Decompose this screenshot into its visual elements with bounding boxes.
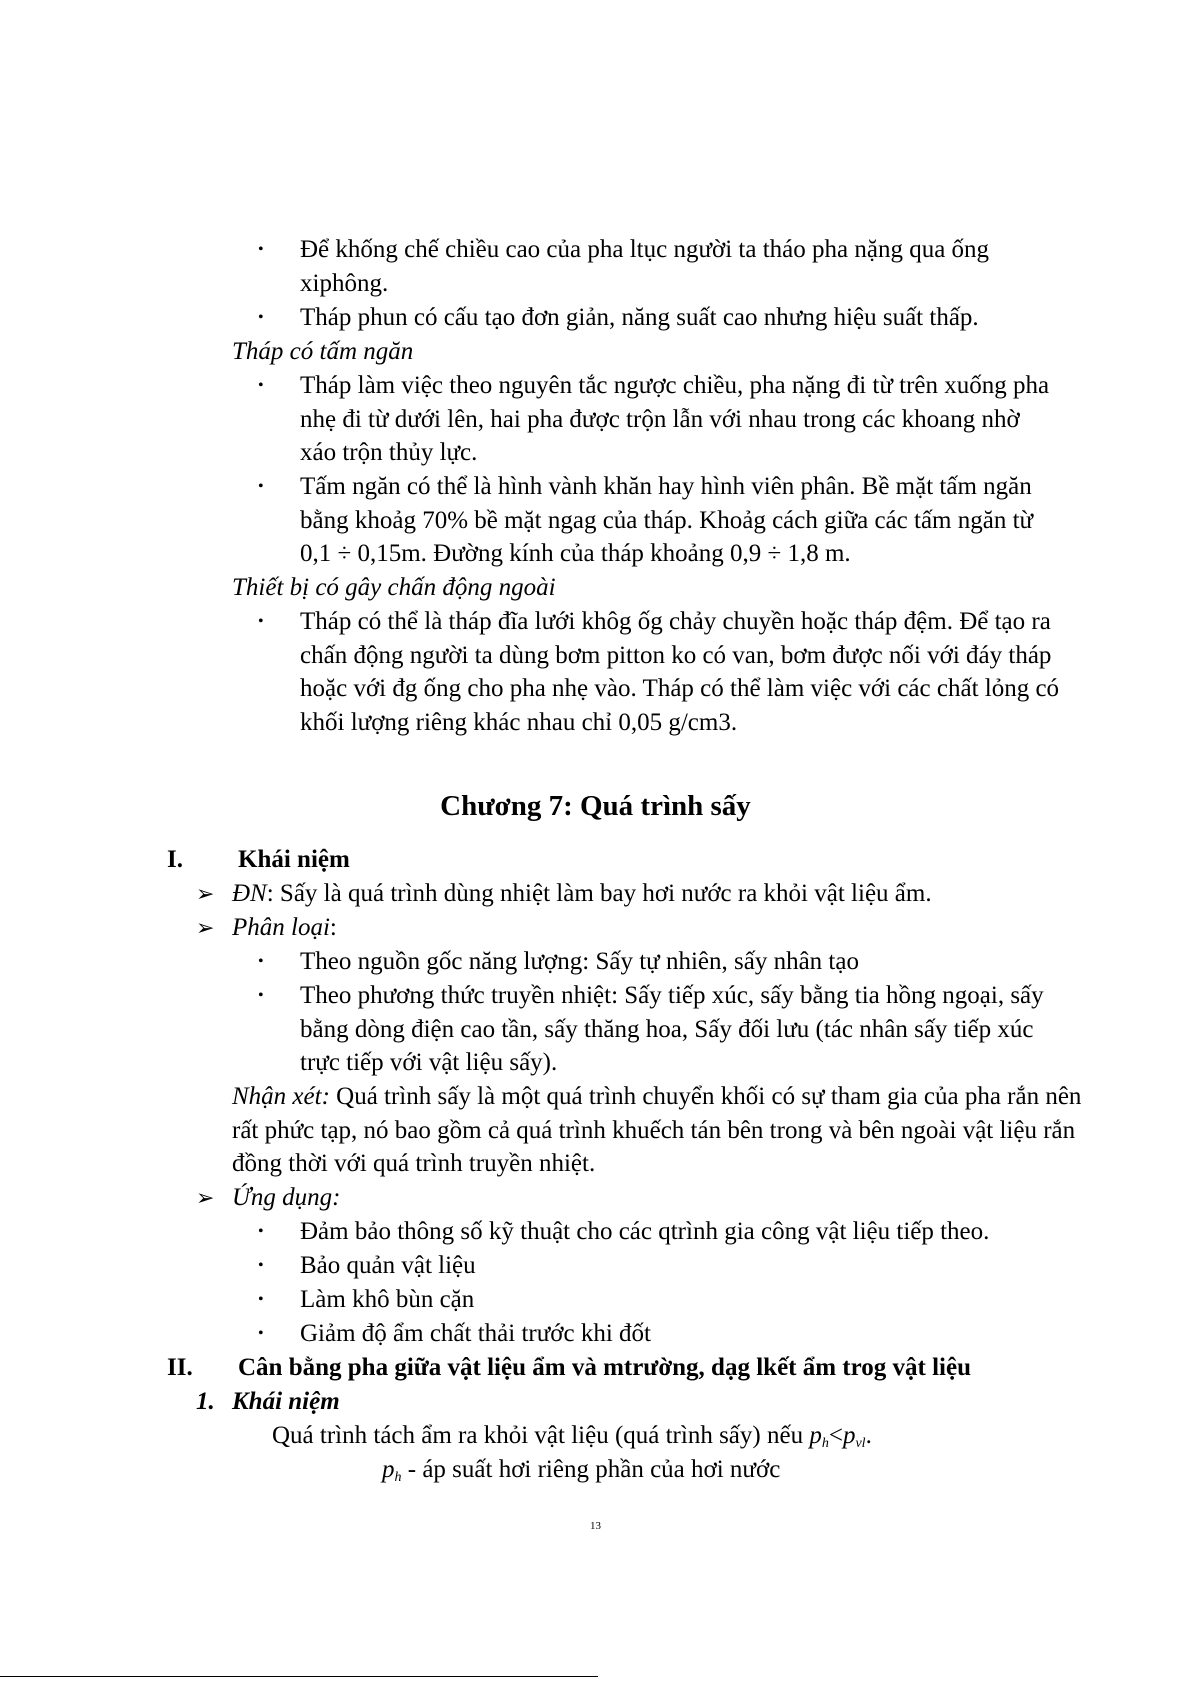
remark-label: Nhận xét: (232, 1083, 330, 1110)
page-number: 13 (590, 1520, 601, 1532)
bullet-icon: • (258, 987, 264, 1004)
formula-end: . (865, 1422, 872, 1449)
application-label: Ứng dụng: (232, 1184, 341, 1211)
formula-text: Quá trình tách ẩm ra khỏi vật liệu (quá trình sấy) nếu (272, 1422, 810, 1449)
bullet-text: Tháp phun có cấu tạo đơn giản, năng suất cao nhưng hiệu suất thấp. (300, 304, 979, 331)
bullet-text: Tháp có thể là tháp đĩa lưới khôg ốg chảy chuyền hoặc tháp đệm. Để tạo ra chấn động người ta dùng bơm pitton ko có van, bơm được nối với đáy tháp hoặc với đg ống cho pha nhẹ vào. Tháp có thể làm việc với các chất lỏng có khối lượng riêng khác nhau chỉ 0,05 g/cm3. (300, 608, 1060, 736)
bullet-text: Đảm bảo thông số kỹ thuật cho các qtrình gia công vật liệu tiếp theo. (300, 1218, 990, 1245)
bullet-icon: • (258, 241, 264, 258)
bullet-text: Tấm ngăn có thể là hình vành khăn hay hình viên phân. Bề mặt tấm ngăn bằng khoảg 70% bề mặt ngag của tháp. Khoảg cách giữa các tấm ngăn từ 0,1 ÷ 0,15m. Đường kính của tháp khoảng 0,9 ÷ 1,8 m. (300, 473, 1034, 567)
definition-text: : Sấy là quá trình dùng nhiệt làm bay hơi nước ra khỏi vật liệu ẩm. (266, 880, 932, 907)
bullet-text: Bảo quản vật liệu (300, 1252, 476, 1279)
formula-p-h: p (809, 1422, 822, 1449)
arrow-bullet-icon: ➢ (196, 1185, 215, 1210)
bullet-icon: • (258, 309, 264, 326)
bullet-icon: • (258, 478, 264, 495)
ph-text: - áp suất hơi riêng phần của hơi nước (401, 1456, 781, 1483)
bullet-icon: • (258, 1325, 264, 1342)
section-number: I. (167, 846, 183, 873)
classification-line (232, 911, 337, 945)
bullet-icon: • (258, 953, 264, 970)
classification-colon: : (329, 914, 337, 941)
definition-label: ĐN (232, 880, 267, 907)
remark-text: Quá trình sấy là một quá trình chuyển khối có sự tham gia của pha rắn nên rất phức tạp, nó bao gồm cả quá trình khuếch tán bên trong và bên ngoài vật liệu rắn đồng thời với quá trình truyền nhiệt. (232, 1083, 1082, 1177)
bullet-icon: • (258, 1291, 264, 1308)
ph-symbol: p (382, 1456, 395, 1483)
bullet-text: Làm khô bùn cặn (300, 1286, 475, 1313)
section-title: Khái niệm (238, 846, 350, 873)
bullet-text: Giảm độ ẩm chất thải trước khi đốt (300, 1320, 651, 1347)
ph-sub-h: h (394, 1470, 402, 1485)
bullet-text: Theo nguồn gốc năng lượng: Sấy tự nhiên, sấy nhân tạo (300, 948, 859, 975)
classification-label: Phân loại (232, 914, 330, 941)
footer-rule (0, 1676, 598, 1677)
subsection-title: Khái niệm (232, 1388, 340, 1415)
bullet-text: Để khống chế chiều cao của pha ltục người ta tháo pha nặng qua ống xiphông. (300, 236, 990, 297)
subheading-chan-dong: Thiết bị có gây chấn động ngoài (232, 574, 556, 601)
subsection-number: 1. (196, 1388, 215, 1415)
bullet-icon: • (258, 1223, 264, 1240)
bullet-text: Tháp làm việc theo nguyên tắc ngược chiều, pha nặng đi từ trên xuống pha nhẹ đi từ dưới lên, hai pha được trộn lẫn với nhau trong các khoang nhờ xáo trộn thủy lực. (300, 372, 1050, 466)
chapter-title: Chương 7: Quá trình sấy (440, 790, 751, 822)
arrow-bullet-icon: ➢ (196, 915, 215, 940)
formula-sub-h: h (821, 1436, 829, 1451)
section-title: Cân bằng pha giữa vật liệu ẩm và mtrường, dạg lkết ẩm trog vật liệu (238, 1354, 971, 1381)
ph-definition (382, 1453, 780, 1495)
arrow-bullet-icon: ➢ (196, 881, 215, 906)
section-number: II. (167, 1354, 193, 1381)
formula-p-vl: p (842, 1422, 856, 1449)
bullet-icon: • (258, 377, 264, 394)
bullet-text: Theo phương thức truyền nhiệt: Sấy tiếp xúc, sấy bằng tia hồng ngoại, sấy bằng dòng điện cao tần, sấy thăng hoa, Sấy đối lưu (tác nhân sấy tiếp xúc trực tiếp với vật liệu sấy). (300, 982, 1044, 1076)
formula-less-than: < (828, 1422, 843, 1449)
definition-line (232, 877, 1092, 911)
formula-sub-vl: vl (855, 1436, 866, 1451)
remark-paragraph (232, 1080, 1082, 1181)
bullet-icon: • (258, 1257, 264, 1274)
bullet-icon: • (258, 613, 264, 630)
subheading-tam-ngan: Tháp có tấm ngăn (232, 338, 414, 365)
